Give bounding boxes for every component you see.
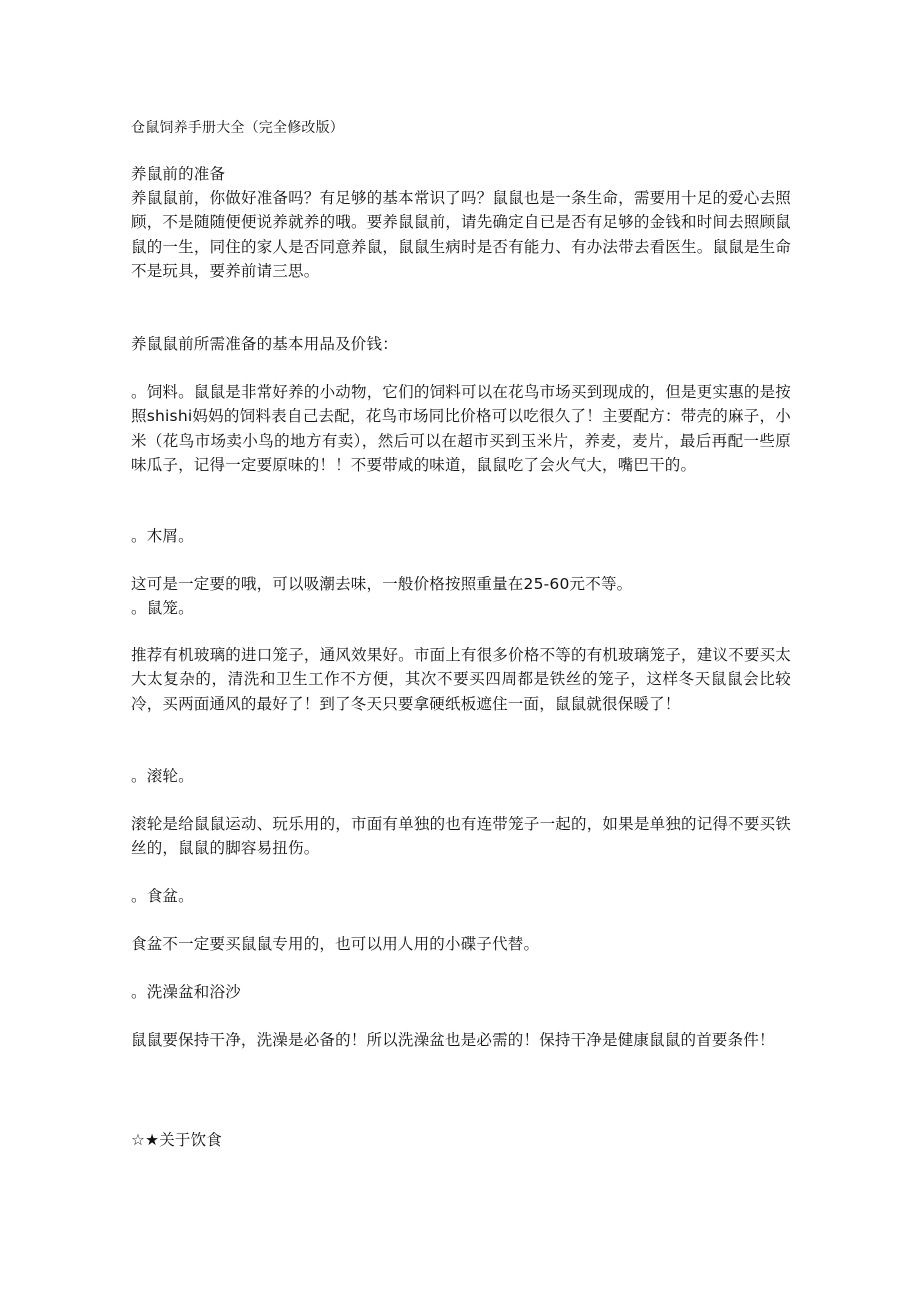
item-body-wood-shavings: 这可是一定要的哦，可以吸潮去味，一般价格按照重量在25-60元不等。	[131, 575, 633, 593]
item-label-wheel: 。滚轮。	[131, 767, 194, 785]
item-label-cage: 。鼠笼。	[131, 599, 194, 617]
item-body-cage: 推荐有机玻璃的进口笼子，通风效果好。市面上有很多价格不等的有机玻璃笼子，建议不要买太大太复杂的，清洗和卫生工作不方便，其次不要买四周都是铁丝的笼子，这样冬天鼠鼠会比较冷，买两面通风的最好了！到了冬天只要拿硬纸板遮住一面，鼠鼠就很保暖了！	[131, 646, 791, 713]
item-body-wheel: 滚轮是给鼠鼠运动、玩乐用的，市面有单独的也有连带笼子一起的，如果是单独的记得不要买铁丝的，鼠鼠的脚容易扭伤。	[131, 815, 791, 858]
item-body-food-bowl: 食盆不一定要买鼠鼠专用的，也可以用人用的小碟子代替。	[131, 935, 540, 953]
document-title: 仓鼠饲养手册大全（完全修改版）	[131, 120, 344, 136]
section-body-preparation: 养鼠鼠前，你做好准备吗？有足够的基本常识了吗？鼠鼠也是一条生命，需要用十足的爱心去照顾，不是随随便便说养就养的哦。要养鼠鼠前，请先确定自已是否有足够的金钱和时间去照顾鼠鼠的一生，同住的家人是否同意养鼠，鼠鼠生病时是否有能力、有办法带去看医生。鼠鼠是生命不是玩具，要养前请三思。	[131, 189, 791, 281]
section-heading-supplies: 养鼠鼠前所需准备的基本用品及价钱：	[131, 335, 398, 353]
item-body-bath: 鼠鼠要保持干净，洗澡是必备的！所以洗澡盆也是必需的！保持干净是健康鼠鼠的首要条件！	[131, 1031, 775, 1049]
section-heading-diet: ☆★关于饮食	[131, 1131, 222, 1149]
section-heading-preparation: 养鼠前的准备	[131, 165, 226, 183]
item-label-food-bowl: 。食盆。	[131, 887, 194, 905]
item-body-food: 。饲料。鼠鼠是非常好养的小动物，它们的饲料可以在花鸟市场买到现成的，但是更实惠的是按照shishi妈妈的饲料表自己去配，花鸟市场同比价格可以吃很久了！主要配方：带壳的麻子，小米（花鸟市场卖小鸟的地方有卖），然后可以在超市买到玉米片，养麦，麦片，最后再配一些原味瓜子，记得一定要原味的！！不要带咸的味道，鼠鼠吃了会火气大，嘴巴干的。	[131, 383, 791, 475]
item-label-wood-shavings: 。木屑。	[131, 527, 194, 545]
item-label-bath: 。洗澡盆和浴沙	[131, 983, 241, 1001]
